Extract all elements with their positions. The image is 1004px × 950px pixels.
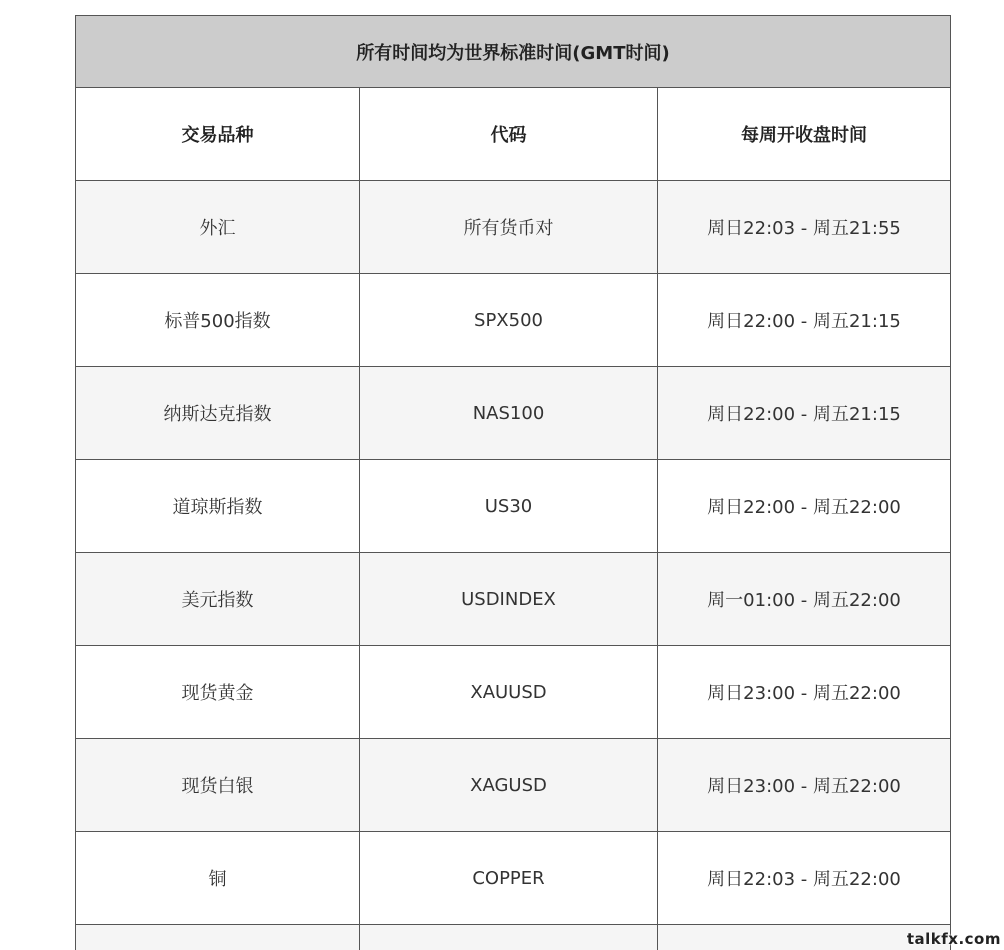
hours-cell: 周日22:00 - 周五22:00 — [658, 460, 951, 553]
table-row-partial — [76, 925, 951, 950]
code-cell: USDINDEX — [360, 553, 658, 646]
code-cell: COPPER — [360, 832, 658, 925]
instrument-cell: 铜 — [76, 832, 360, 925]
table-caption-row — [76, 16, 951, 88]
table-row — [76, 274, 951, 367]
table-row — [76, 460, 951, 553]
hours-cell: 周日22:00 - 周五21:15 — [658, 274, 951, 367]
table-row — [76, 739, 951, 832]
header-code: 代码 — [360, 88, 658, 181]
table-row — [76, 181, 951, 274]
code-cell: SPX500 — [360, 274, 658, 367]
header-hours: 每周开收盘时间 — [658, 88, 951, 181]
instrument-cell: 外汇 — [76, 181, 360, 274]
hours-cell: 周日23:00 - 周五22:00 — [658, 646, 951, 739]
table-row — [76, 367, 951, 460]
hours-cell: 周日22:03 - 周五21:55 — [658, 181, 951, 274]
table-row — [76, 553, 951, 646]
table-caption: 所有时间均为世界标准时间(GMT时间) — [76, 16, 951, 88]
instrument-cell: 现货黄金 — [76, 646, 360, 739]
instrument-cell: 纳斯达克指数 — [76, 367, 360, 460]
watermark: talkfx.com — [906, 930, 1001, 948]
table-header-row — [76, 88, 951, 181]
code-cell: XAGUSD — [360, 739, 658, 832]
table-row — [76, 832, 951, 925]
hours-cell: 周日22:00 - 周五21:15 — [658, 367, 951, 460]
code-cell: XAUUSD — [360, 646, 658, 739]
instrument-cell: 道琼斯指数 — [76, 460, 360, 553]
code-cell: NAS100 — [360, 367, 658, 460]
header-instrument: 交易品种 — [76, 88, 360, 181]
trading-hours-table — [75, 15, 951, 950]
code-cell: 所有货币对 — [360, 181, 658, 274]
hours-cell: 周日22:03 - 周五22:00 — [658, 832, 951, 925]
code-cell: US30 — [360, 460, 658, 553]
instrument-cell: 美元指数 — [76, 553, 360, 646]
hours-cell: 周日23:00 - 周五22:00 — [658, 739, 951, 832]
instrument-cell: 标普500指数 — [76, 274, 360, 367]
table-row — [76, 646, 951, 739]
hours-cell: 周一01:00 - 周五22:00 — [658, 553, 951, 646]
instrument-cell: 现货白银 — [76, 739, 360, 832]
